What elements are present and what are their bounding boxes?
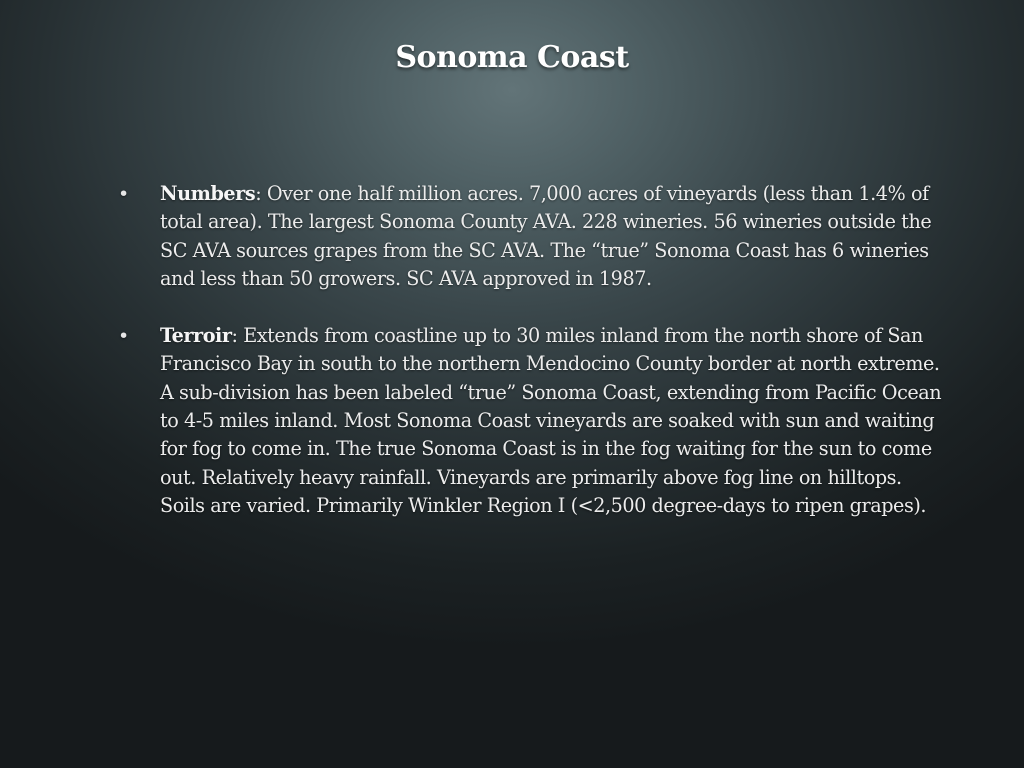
bullet-dot-icon: • xyxy=(118,183,129,205)
bullet-dot-icon: • xyxy=(118,325,129,348)
slide-title: Sonoma Coast xyxy=(395,40,629,75)
bullet-text: : Extends from coastline up to 30 miles inland from the north shore of San Francisco Bay in south to the northern Mendocino County border at north extreme. A sub-division has been labeled “true” Sonoma Coast, extending from Pacific Ocean to 4-5 miles inland. Most Sonoma Coast vineyards are soaked with sun and waiting for fog to come in. The true Sonoma Coast is in the fog waiting for the sun to come out. Relatively heavy rainfall. Vineyards are primarily above fog line on hilltops. Soils are varied. Primarily Winkler Region I (<2,500 degree-days to ripen grapes). xyxy=(160,324,942,517)
bullet-item-terroir xyxy=(118,322,948,520)
bullet-list xyxy=(118,180,948,520)
bullet-item-numbers xyxy=(118,180,948,293)
bullet-term: Terroir xyxy=(160,324,232,348)
bullet-term: Numbers xyxy=(160,182,256,205)
bullet-text: : Over one half million acres. 7,000 acres of vineyards (less than 1.4% of total area). The largest Sonoma County AVA. 228 wineries. 56 wineries outside the SC AVA sources grapes from the SC AVA. The “true” Sonoma Coast has 6 wineries and less than 50 growers. SC AVA approved in 1987. xyxy=(160,182,932,290)
